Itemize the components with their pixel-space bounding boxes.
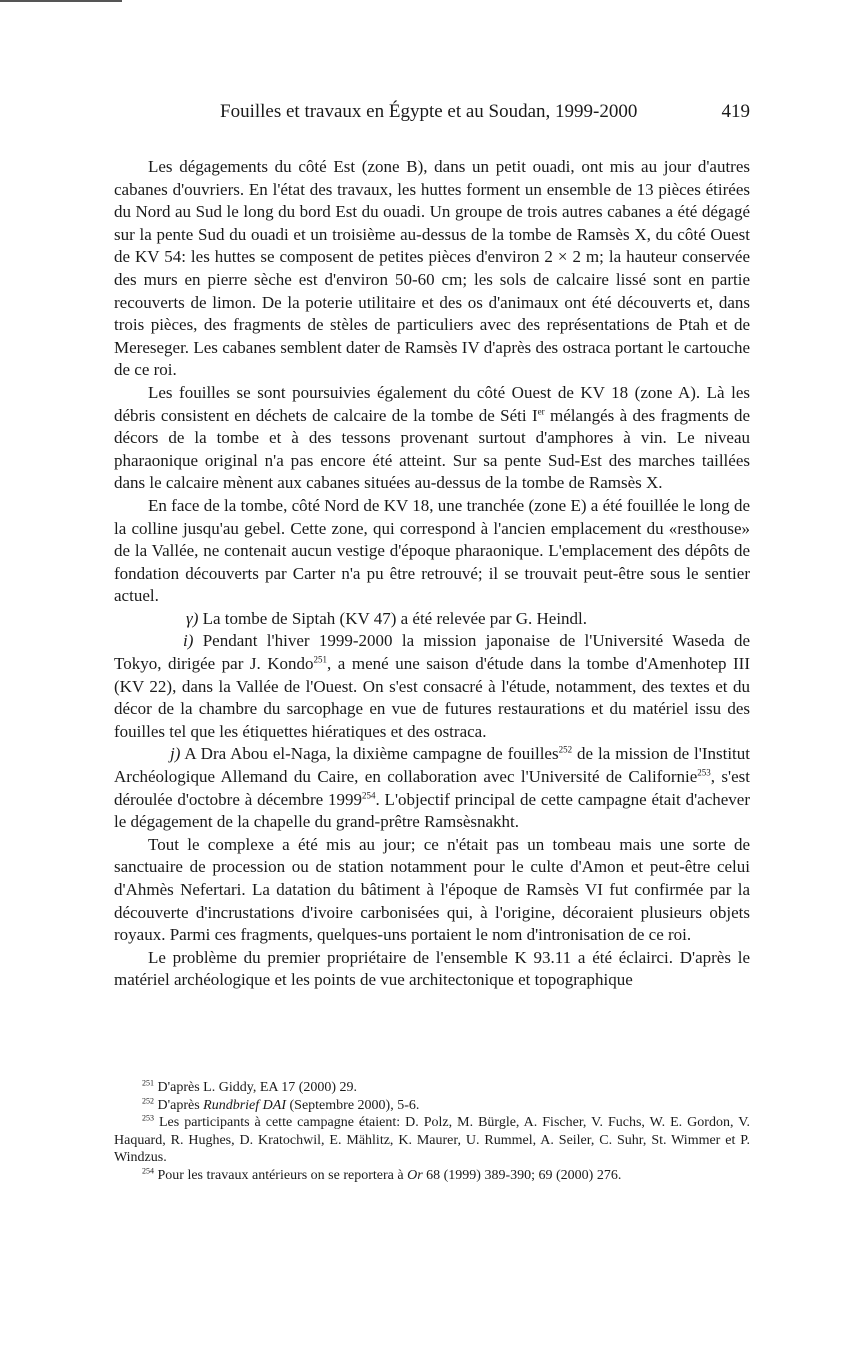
footnote-italic: Or	[407, 1167, 423, 1183]
footnote-number: 251	[142, 1078, 154, 1088]
paragraph-text: . L'objectif principal de cette campagne était d'achever le dégagement de la chapelle du grand-prêtre Ramsèsnakht.	[114, 789, 751, 832]
footnote-253	[114, 1114, 750, 1167]
footnote-ref-252[interactable]: 252	[558, 744, 573, 755]
footnote-text: Pour les travaux antérieurs on se reportera à	[154, 1167, 408, 1183]
footnote-text: 68 (1999) 389-390; 69 (2000) 276.	[422, 1167, 622, 1183]
superscript: er	[537, 405, 545, 416]
footnotes	[114, 1079, 750, 1184]
paragraph-dra-abou-el-naga	[114, 743, 750, 833]
paragraph-text: La tombe de Siptah (KV 47) a été relevée par G. Heindl.	[198, 608, 588, 628]
footnote-252	[114, 1097, 750, 1115]
footnote-ref-254[interactable]: 254	[361, 789, 376, 800]
paragraph-waseda	[114, 630, 750, 743]
footnote-number: 253	[142, 1113, 154, 1123]
paragraph-text: Les fouilles se sont poursuivies également du côté Ouest de KV 18 (zone A). Là les débris consistent en déchets de calcaire de la tombe de Séti I	[114, 382, 750, 425]
paragraph-text: , s'est déroulée d'octobre à décembre 1999	[114, 767, 750, 809]
paragraph-text: mélangés à des fragments de décors de la tombe et à des tessons provenant surtout d'amphores à vin. Le niveau pharaonique original n'a pas encore été atteint. Sur sa pente Sud-Est des marches taillées dans le calcaire mènent aux cabanes situées au-dessus de la tombe de Ramsès X.	[114, 405, 750, 493]
footnote-text: Les participants à cette campagne étaient: D. Polz, M. Bürgle, A. Fischer, V. Fuchs, W. E. Gordon, V. Haquard, R. Hughes, D. Kratochwil, E. Mählitz, K. Maurer, U. Rummel, A. Seiler, C. Suhr, St. Wimmer et P. Windzus.	[114, 1115, 750, 1165]
paragraph-zone-b: Les dégagements du côté Est (zone B), dans un petit ouadi, ont mis au jour d'autres cabanes d'ouvriers. En l'état des travaux, les huttes forment un ensemble de 13 pièces étirées du Nord au Sud le long du bord Est du ouadi. Un groupe de trois autres cabanes a été dégagé sur la pente Sud du ouadi et un troisième au-dessus de la tombe de Ramsès X, du côté Ouest de KV 54: les huttes se composent de petites pièces d'environ 2 × 2 m; la hauteur conservée des murs en pierre sèche est d'environ 50-60 cm; les sols de calcaire lissé sont en partie recouverts de limon. De la poterie utilitaire et des os d'animaux ont été découverts et, dans trois pièces, des fragments de stèles de particuliers avec des représentations de Ptah et de Mereseger. Les cabanes semblent dater de Ramsès IV d'après des ostraca portant le cartouche de ce roi.	[114, 157, 750, 380]
paragraph-zone-e: En face de la tombe, côté Nord de KV 18, une tranchée (zone E) a été fouillée le long de la colline jusqu'au gebel. Cette zone, qui correspond à l'ancien emplacement du «resthouse» de la Vallée, ne contenait aucun vestige d'époque pharaonique. L'emplacement des dépôts de fondation découverts par Carter n'a pu être retrouvé; il se trouvait peut-être sous le sentier actuel.	[114, 495, 750, 606]
running-title: Fouilles et travaux en Égypte et au Soudan, 1999-2000	[220, 101, 638, 122]
paragraph-zone-a	[114, 382, 750, 495]
footnote-text: D'après L. Giddy, EA 17 (2000) 29.	[154, 1080, 358, 1095]
paragraph-text: Pendant l'hiver 1999-2000 la mission japonaise de l'Université Waseda de Tokyo, dirigée par J. Kondo	[114, 631, 750, 674]
footnote-254	[114, 1167, 750, 1185]
paragraph-siptah	[114, 608, 750, 631]
page-number: 419	[721, 101, 750, 122]
footnote-251	[114, 1079, 750, 1097]
footnote-text: (Septembre 2000), 5-6.	[286, 1097, 420, 1113]
item-marker: γ)	[186, 608, 199, 628]
footnote-text: D'après	[154, 1097, 204, 1113]
item-marker: i)	[183, 631, 194, 651]
footnote-ref-251[interactable]: 251	[313, 654, 328, 665]
footnote-ref-253[interactable]: 253	[697, 767, 711, 778]
paragraph-text: , a mené une saison d'étude dans la tombe d'Amenhotep III (KV 22), dans la Vallée de l'Ouest. On s'est consacré à l'étude, notamment, des textes et du décor de la chambre du sarcophage en vue de futures restaurations et du matériel issu des fouilles tel que les étiquettes hiératiques et des ostraca.	[114, 654, 750, 741]
paragraph-text: A Dra Abou el-Naga, la dixième campagne de fouilles	[180, 744, 559, 764]
footnote-number: 254	[142, 1165, 154, 1175]
running-header	[114, 101, 750, 127]
item-marker: j)	[170, 744, 181, 764]
paragraph-k93-11: Le problème du premier propriétaire de l'ensemble K 93.11 a été éclairci. D'après le matériel archéologique et les points de vue architectonique et topographique	[114, 947, 750, 990]
body-text	[114, 156, 750, 992]
paragraph-text: de la mission de l'Institut Archéologique Allemand du Caire, en collaboration avec l'Université de Californie	[114, 744, 751, 787]
footnote-number: 252	[142, 1095, 154, 1105]
paragraph-complexe: Tout le complexe a été mis au jour; ce n'était pas un tombeau mais une sorte de sanctuaire de procession ou de station notamment pour le culte d'Amon et peut-être celui d'Ahmès Nefertari. La datation du bâtiment à l'époque de Ramsès VI fut confirmée par la découverte d'incrustations d'ivoire carbonisées qui, à l'origine, décoraient plusieurs objets royaux. Parmi ces fragments, quelques-uns portaient le nom d'intronisation de ce roi.	[114, 834, 750, 945]
footnote-italic: Rundbrief DAI	[203, 1097, 286, 1113]
top-rule	[0, 0, 122, 2]
